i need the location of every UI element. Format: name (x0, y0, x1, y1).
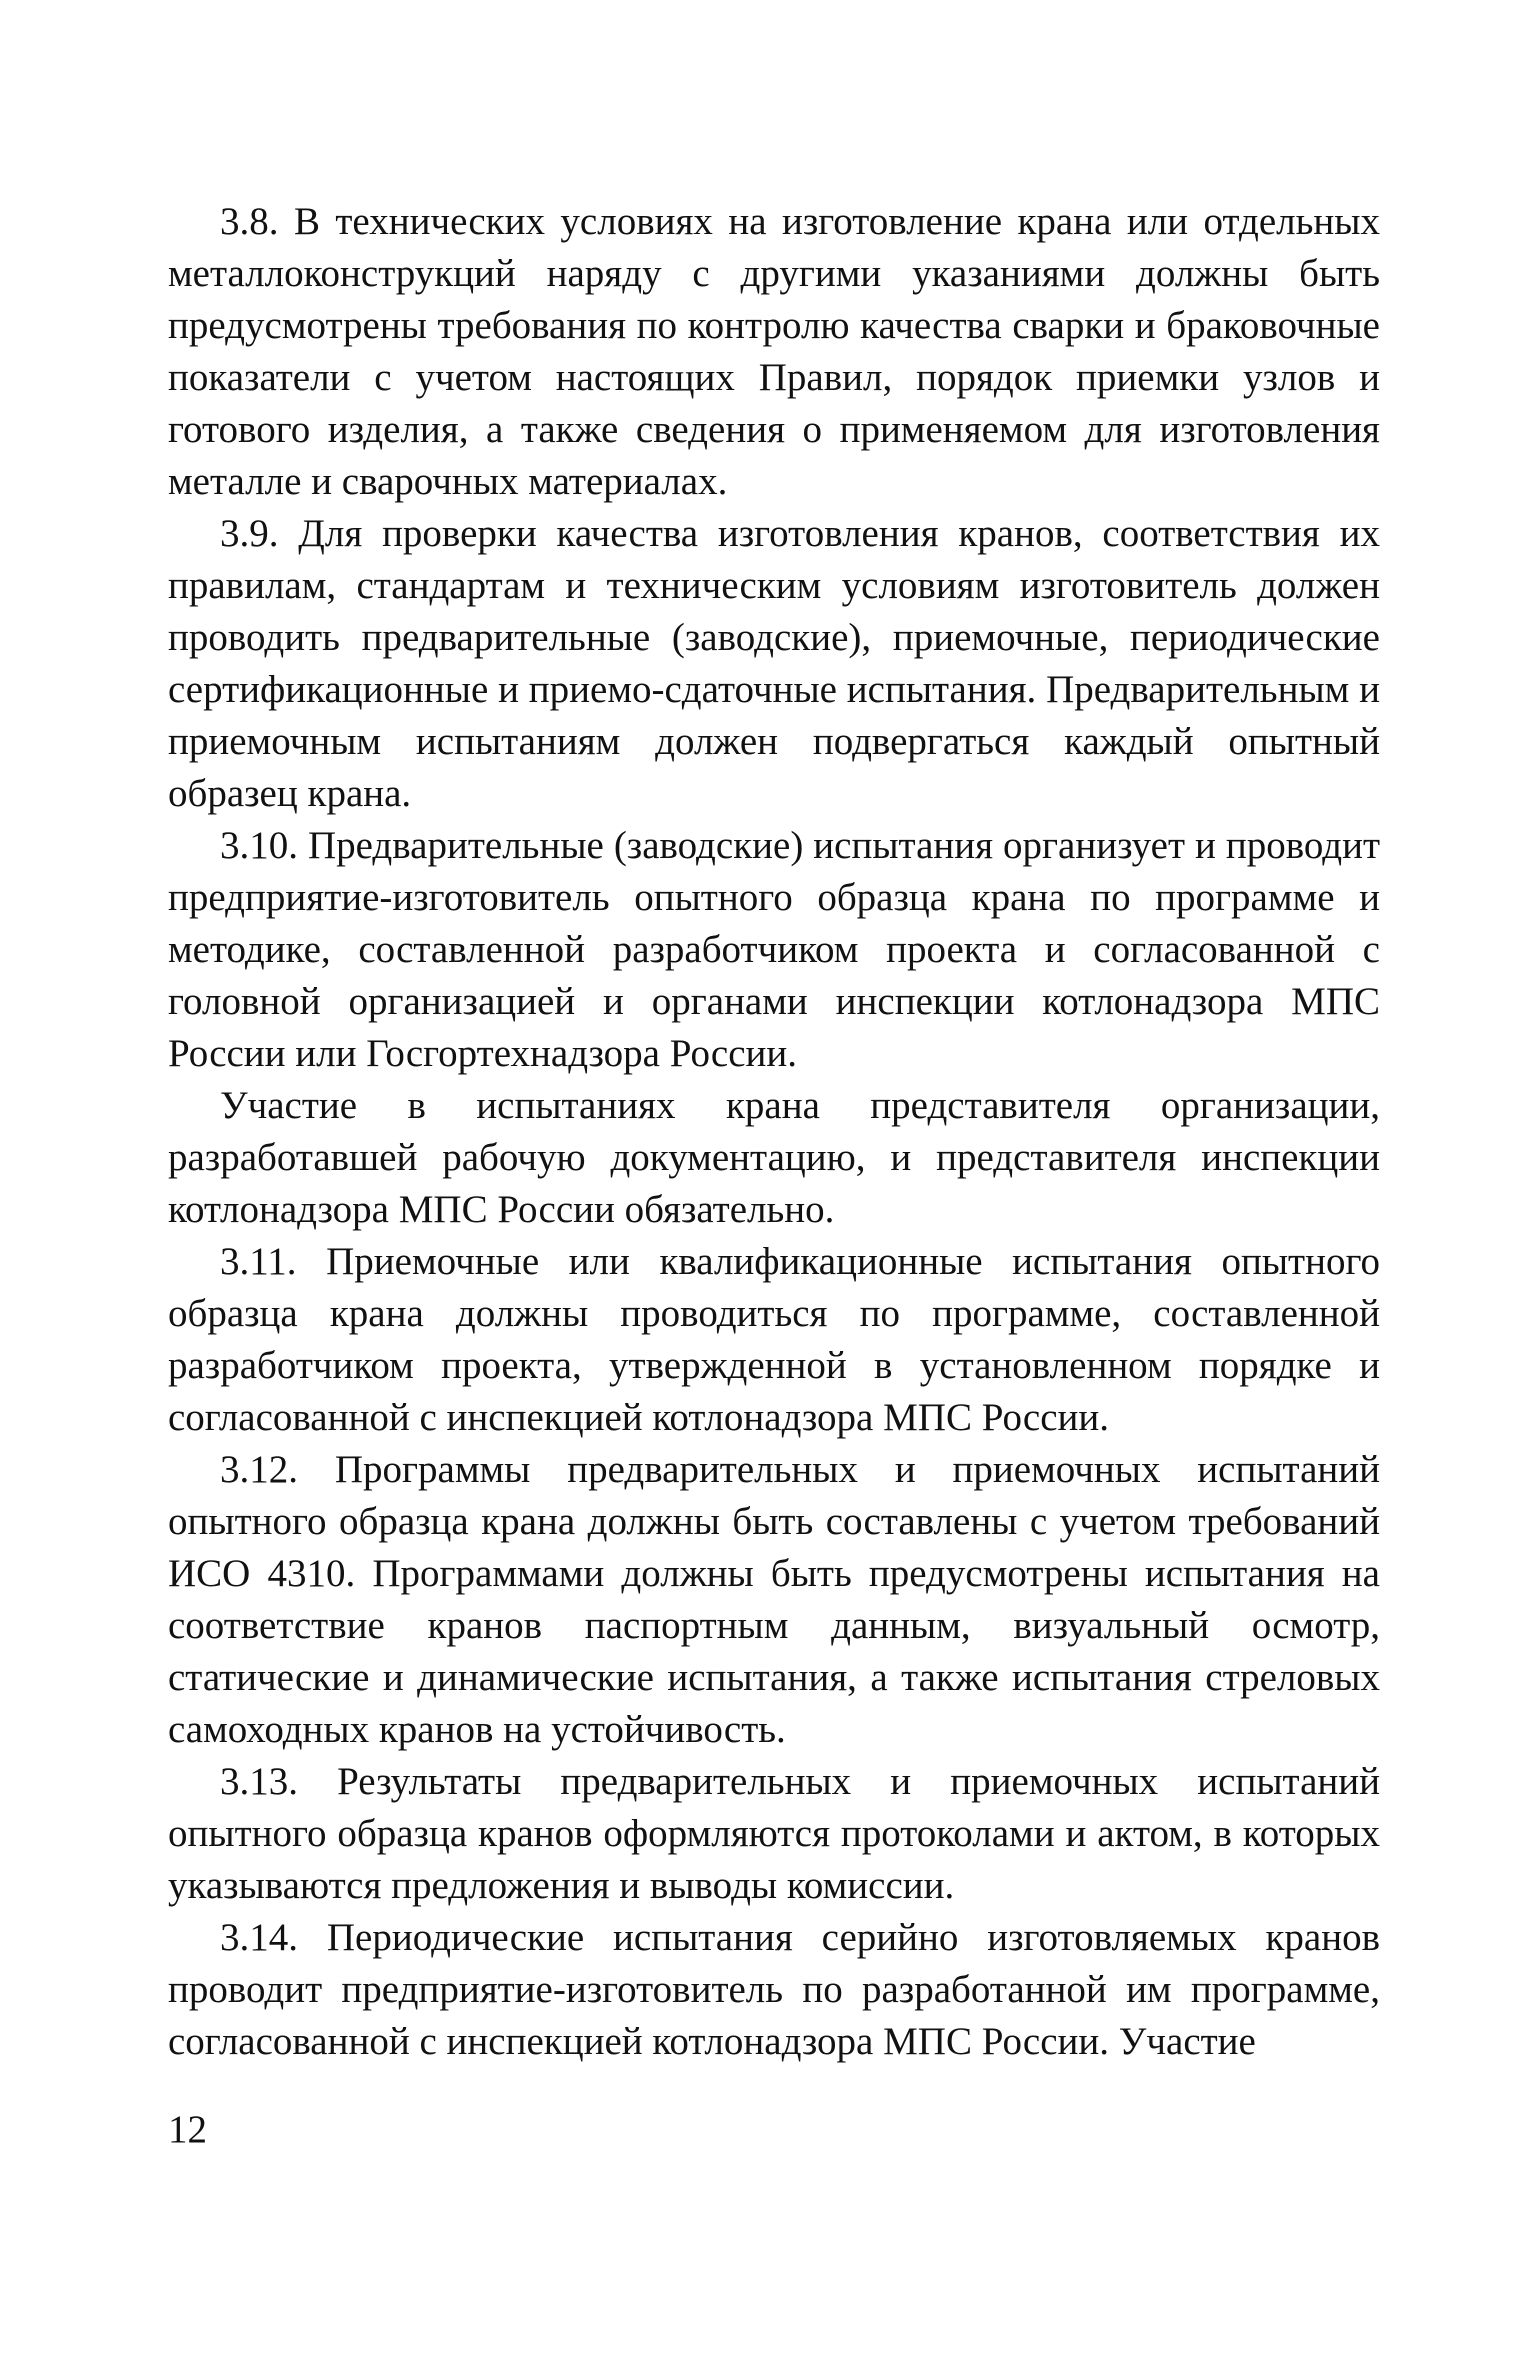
paragraph-3-11: 3.11. Приемочные или квалификационные испытания опытного образца крана должны проводиться по программе, составленной разработчиком проекта, утвержденной в установленном порядке и согласованной с инспекцией котлонадзора МПС России. (168, 1240, 1380, 1439)
paragraph-participation: Участие в испытаниях крана представителя организации, разработавшей рабочую документацию, и представителя инспекции котлонадзора МПС России обязательно. (168, 1084, 1380, 1231)
paragraph-3-10: 3.10. Предварительные (заводские) испытания организует и проводит предприятие-изготовитель опытного образца крана по программе и методике, составленной разработчиком проекта и согласованной с головной организацией и органами инспекции котлонадзора МПС России или Госгортехнадзора России. (168, 824, 1380, 1075)
page-number: 12 (168, 2108, 207, 2151)
paragraph-3-14: 3.14. Периодические испытания серийно изготовляемых кранов проводит предприятие-изготовитель по разработанной им программе, согласованной с инспекцией котлонадзора МПС России. Участие (168, 1916, 1380, 2063)
paragraph-3-13: 3.13. Результаты предварительных и приемочных испытаний опытного образца кранов оформляются протоколами и актом, в которых указываются предложения и выводы комиссии. (168, 1760, 1380, 1907)
paragraph-3-12: 3.12. Программы предварительных и приемочных испытаний опытного образца крана должны быть составлены с учетом требований ИСО 4310. Программами должны быть предусмотрены испытания на соответствие кранов паспортным данным, визуальный осмотр, статические и динамические испытания, а также испытания стреловых самоходных кранов на устойчивость. (168, 1448, 1380, 1751)
paragraph-3-9: 3.9. Для проверки качества изготовления кранов, соответствия их правилам, стандартам и техническим условиям изготовитель должен проводить предварительные (заводские), приемочные, периодические сертификационные и приемо-сдаточные испытания. Предварительным и приемочным испытаниям должен подвергаться каждый опытный образец крана. (168, 512, 1380, 815)
page-body (168, 196, 1380, 2068)
paragraph-3-8: 3.8. В технических условиях на изготовление крана или отдельных металлоконструкций наряду с другими указаниями должны быть предусмотрены требования по контролю качества сварки и браковочные показатели с учетом настоящих Правил, порядок приемки узлов и готового изделия, а также сведения о применяемом для изготовления металле и сварочных материалах. (168, 200, 1380, 503)
